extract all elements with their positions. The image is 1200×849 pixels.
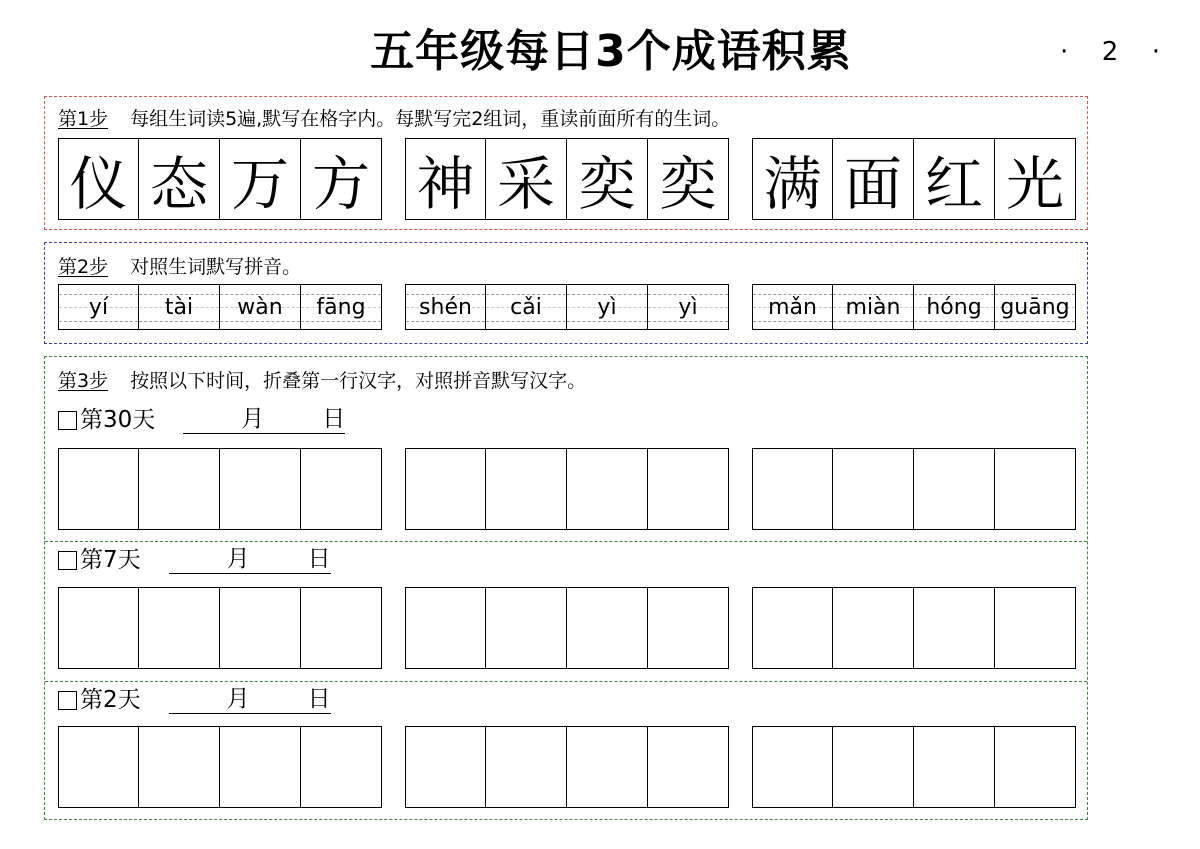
hanzi-char: 神 — [416, 150, 475, 218]
hanzi-char: 仪 — [69, 150, 128, 218]
blank-cell[interactable] — [405, 448, 486, 530]
date-fill[interactable] — [183, 405, 345, 434]
blank-cell[interactable] — [58, 587, 139, 669]
blank-cell[interactable] — [567, 587, 648, 669]
pinyin-cell — [995, 284, 1076, 330]
blank-cell[interactable] — [648, 726, 729, 808]
blank-cell[interactable] — [58, 726, 139, 808]
date-fill[interactable] — [169, 685, 331, 714]
step1-label: 第1步 — [58, 108, 109, 130]
pinyin-cell — [752, 284, 833, 330]
hanzi-cell — [995, 138, 1076, 220]
hanzi-char: 方 — [311, 150, 370, 218]
blank-cell[interactable] — [220, 448, 301, 530]
hanzi-cell — [914, 138, 995, 220]
pinyin-cell — [139, 284, 220, 330]
pinyin-text: mǎn — [768, 294, 817, 320]
pinyin-cell — [58, 284, 139, 330]
hanzi-group-3 — [752, 138, 1076, 220]
hanzi-cell — [752, 138, 833, 220]
blank-cell[interactable] — [301, 726, 382, 808]
pinyin-cell — [567, 284, 648, 330]
blank-cell[interactable] — [220, 726, 301, 808]
blank-cell[interactable] — [648, 587, 729, 669]
day-label: 第2天 — [80, 687, 141, 713]
blank-cell[interactable] — [914, 448, 995, 530]
pinyin-text: hóng — [926, 294, 982, 320]
blank-group — [752, 448, 1076, 530]
date-fill[interactable] — [169, 545, 331, 574]
blank-cell[interactable] — [405, 726, 486, 808]
day-row-2 — [58, 685, 331, 714]
day-row-7 — [58, 545, 331, 574]
hanzi-cell — [648, 138, 729, 220]
blank-group — [58, 587, 382, 669]
hanzi-group-1 — [58, 138, 382, 220]
pinyin-text: yí — [88, 294, 109, 320]
pinyin-text: yì — [597, 294, 617, 320]
day-row-30 — [58, 405, 345, 434]
blank-cell[interactable] — [914, 726, 995, 808]
blank-cell[interactable] — [567, 726, 648, 808]
page-number: 2 — [1101, 37, 1119, 67]
hanzi-char: 态 — [149, 150, 208, 218]
page-dot-right: · — [1151, 37, 1160, 67]
blank-cell[interactable] — [833, 726, 914, 808]
day-unit-label: 日 — [322, 406, 346, 432]
hanzi-cell — [139, 138, 220, 220]
pinyin-cell — [405, 284, 486, 330]
blank-cell[interactable] — [995, 448, 1076, 530]
page-number-area — [1060, 34, 1160, 70]
pinyin-cell — [648, 284, 729, 330]
hanzi-char: 奕 — [658, 150, 717, 218]
hanzi-cell — [486, 138, 567, 220]
day-checkbox[interactable] — [58, 411, 77, 430]
step3-instruction: 按照以下时间，折叠第一行汉字，对照拼音默写汉字。 — [130, 370, 587, 392]
pinyin-text: tài — [164, 294, 194, 320]
step1-header — [58, 107, 730, 131]
blank-cell[interactable] — [220, 587, 301, 669]
pinyin-text: guāng — [1000, 294, 1070, 320]
blank-cell[interactable] — [567, 448, 648, 530]
hanzi-cell — [405, 138, 486, 220]
blank-group — [752, 587, 1076, 669]
blank-cell[interactable] — [58, 448, 139, 530]
pinyin-text: miàn — [845, 294, 901, 320]
day-checkbox[interactable] — [58, 551, 77, 570]
hanzi-char: 面 — [843, 150, 902, 218]
pinyin-cell — [914, 284, 995, 330]
blank-cell[interactable] — [301, 448, 382, 530]
blank-cell[interactable] — [833, 587, 914, 669]
hanzi-char: 万 — [230, 150, 289, 218]
step3-section — [44, 356, 1088, 820]
blank-group — [405, 726, 729, 808]
section-divider — [45, 541, 1087, 542]
hanzi-char: 满 — [763, 150, 822, 218]
hanzi-cell — [301, 138, 382, 220]
pinyin-text: wàn — [237, 294, 283, 320]
month-label: 月 — [226, 546, 250, 572]
blank-cell[interactable] — [139, 448, 220, 530]
blank-cell[interactable] — [405, 587, 486, 669]
hanzi-group-2 — [405, 138, 729, 220]
blank-cell[interactable] — [139, 587, 220, 669]
blank-group — [58, 448, 382, 530]
blank-cell[interactable] — [914, 587, 995, 669]
day-checkbox[interactable] — [58, 691, 77, 710]
blank-cell[interactable] — [648, 448, 729, 530]
day-unit-label: 日 — [307, 546, 331, 572]
step1-section — [44, 96, 1088, 230]
blank-cell[interactable] — [752, 448, 833, 530]
pinyin-group-2 — [405, 284, 729, 330]
pinyin-text: shén — [419, 294, 472, 320]
blank-group — [58, 726, 382, 808]
pinyin-cell — [833, 284, 914, 330]
pinyin-group-3 — [752, 284, 1076, 330]
hanzi-cell — [567, 138, 648, 220]
blank-cell[interactable] — [486, 448, 567, 530]
pinyin-text: cǎi — [510, 294, 542, 320]
pinyin-cell — [220, 284, 301, 330]
step2-instruction: 对照生词默写拼音。 — [130, 256, 302, 278]
blank-group — [752, 726, 1076, 808]
section-divider — [45, 681, 1087, 682]
blank-cell[interactable] — [833, 448, 914, 530]
day-label: 第7天 — [80, 547, 141, 573]
pinyin-text: fāng — [316, 294, 366, 320]
month-label: 月 — [241, 406, 265, 432]
blank-cell[interactable] — [486, 726, 567, 808]
step1-instruction: 每组生词读5遍,默写在格字内。每默写完2组词，重读前面所有的生词。 — [130, 108, 731, 130]
pinyin-cell — [486, 284, 567, 330]
pinyin-group-1 — [58, 284, 382, 330]
blank-cell[interactable] — [995, 726, 1076, 808]
blank-cell[interactable] — [301, 587, 382, 669]
hanzi-cell — [833, 138, 914, 220]
blank-group — [405, 587, 729, 669]
day-label: 第30天 — [80, 407, 156, 433]
hanzi-cell — [220, 138, 301, 220]
step3-header — [58, 369, 586, 393]
step2-section — [44, 242, 1088, 344]
step3-label: 第3步 — [58, 370, 109, 392]
blank-cell[interactable] — [995, 587, 1076, 669]
blank-cell[interactable] — [486, 587, 567, 669]
page-dot-left: · — [1060, 37, 1069, 67]
hanzi-char: 光 — [1005, 150, 1064, 218]
page-title: 五年级每日3个成语积累 — [370, 26, 852, 77]
step2-label: 第2步 — [58, 256, 109, 278]
hanzi-char: 采 — [496, 150, 555, 218]
blank-cell[interactable] — [752, 726, 833, 808]
hanzi-cell — [58, 138, 139, 220]
pinyin-text: yì — [678, 294, 698, 320]
pinyin-cell — [301, 284, 382, 330]
step2-header — [58, 255, 301, 279]
blank-group — [405, 448, 729, 530]
blank-cell[interactable] — [139, 726, 220, 808]
hanzi-char: 奕 — [577, 150, 636, 218]
day-unit-label: 日 — [307, 686, 331, 712]
blank-cell[interactable] — [752, 587, 833, 669]
hanzi-char: 红 — [924, 150, 983, 218]
month-label: 月 — [226, 686, 250, 712]
